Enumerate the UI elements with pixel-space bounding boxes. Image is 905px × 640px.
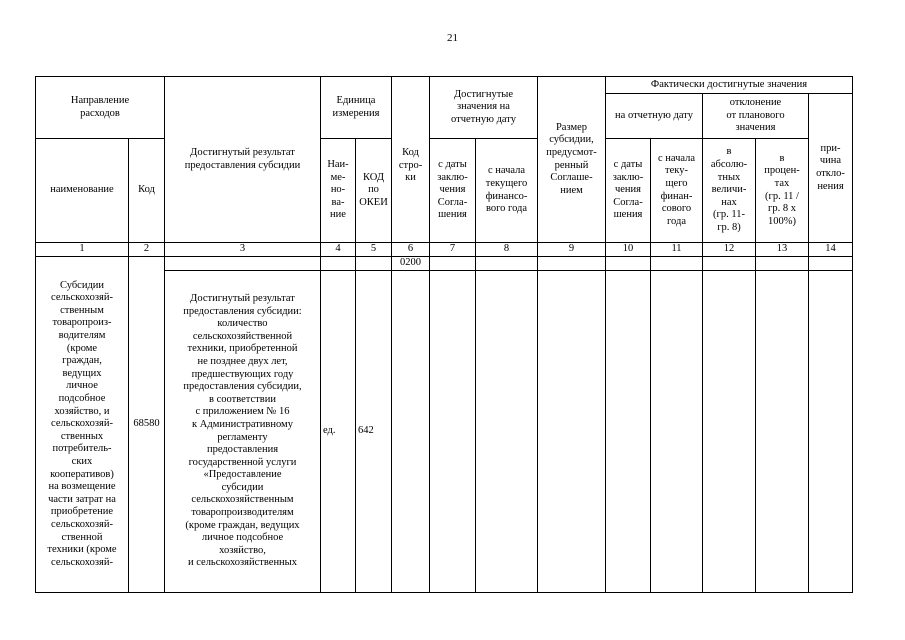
- cell: [703, 257, 756, 271]
- cell: [165, 257, 321, 271]
- header-name: наименование: [36, 139, 129, 243]
- cell: [651, 257, 703, 271]
- page-number: 21: [447, 32, 458, 44]
- cell: [606, 271, 651, 593]
- header-reason: при- чина откло- нения: [809, 94, 853, 243]
- header-deviation: отклонение от планового значения: [703, 94, 809, 139]
- cell: [651, 271, 703, 593]
- row-name: Субсидии сельскохозяй- ственным товаропроиз- водителям (кроме граждан, ведущих личное подсобное хозяйство, и сельскохозяй- ственных потребитель- ских кооперативов) на возмещение части затрат на приобретение сельскохозяй- ственной техники (кроме сельскохозяй-: [36, 257, 129, 593]
- col-number: 9: [538, 243, 606, 257]
- report-table: [35, 76, 853, 593]
- row-unit: ед.: [321, 271, 356, 593]
- row-okei: 642: [356, 271, 392, 593]
- col-number: 6: [392, 243, 430, 257]
- header-abs-values: в абсолю- тных величи- нах (гр. 11- гр. 8): [703, 139, 756, 243]
- col-number: 12: [703, 243, 756, 257]
- cell: [809, 271, 853, 593]
- cell: [538, 257, 606, 271]
- col-number: 10: [606, 243, 651, 257]
- cell: [756, 257, 809, 271]
- header-on-report-date: на отчетную дату: [606, 94, 703, 139]
- header-achieved: Достигнутые значения на отчетную дату: [430, 77, 538, 139]
- cell: [321, 257, 356, 271]
- header-code: Код: [129, 139, 165, 243]
- header-actual-from-agreement: с даты заклю- чения Согла- шения: [606, 139, 651, 243]
- cell: [538, 271, 606, 593]
- cell: [756, 271, 809, 593]
- col-number: 5: [356, 243, 392, 257]
- header-actual-from-year: с начала теку- щего финан- сового года: [651, 139, 703, 243]
- header-direction: Направление расходов: [36, 77, 165, 139]
- cell: [356, 257, 392, 271]
- cell: [392, 271, 430, 593]
- col-number: 1: [36, 243, 129, 257]
- header-unit-name: Наи- ме- но- ва- ние: [321, 139, 356, 243]
- header-unit: Единица измерения: [321, 77, 392, 139]
- col-number: 4: [321, 243, 356, 257]
- col-number: 2: [129, 243, 165, 257]
- cell: [606, 257, 651, 271]
- cell: [476, 271, 538, 593]
- header-from-agreement: с даты заклю- чения Согла- шения: [430, 139, 476, 243]
- header-subsidy-size: Размер субсидии, предусмот- ренный Соглаше- нием: [538, 77, 606, 243]
- cell: [430, 271, 476, 593]
- row-code: 68580: [129, 257, 165, 593]
- header-actual: Фактически достигнутые значения: [606, 77, 853, 94]
- row-result: Достигнутый результат предоставления субсидии: количество сельскохозяйственной техники, приобретенной не позднее двух лет, предшествующих году предоставления субсидии, в соответствии с приложением № 16 к Административному регламенту предоставления государственной услуги «Предоставление субсидии сельскохозяйственным товаропроизводителям (кроме граждан, ведущих личное подсобное хозяйство, и сельскохозяйственных: [165, 271, 321, 593]
- col-number: 11: [651, 243, 703, 257]
- cell: [430, 257, 476, 271]
- cell: [809, 257, 853, 271]
- row-line-code: 0200: [392, 257, 430, 271]
- header-line-code: Код стро- ки: [392, 77, 430, 243]
- col-number: 3: [165, 243, 321, 257]
- col-number: 13: [756, 243, 809, 257]
- header-result: Достигнутый результат предоставления субсидии: [165, 77, 321, 243]
- cell: [476, 257, 538, 271]
- col-number: 7: [430, 243, 476, 257]
- header-okei: КОД по ОКЕИ: [356, 139, 392, 243]
- col-number: 8: [476, 243, 538, 257]
- header-from-year: с начала текущего финансо- вого года: [476, 139, 538, 243]
- col-number: 14: [809, 243, 853, 257]
- cell: [703, 271, 756, 593]
- header-percent: в процен- тах (гр. 11 / гр. 8 х 100%): [756, 139, 809, 243]
